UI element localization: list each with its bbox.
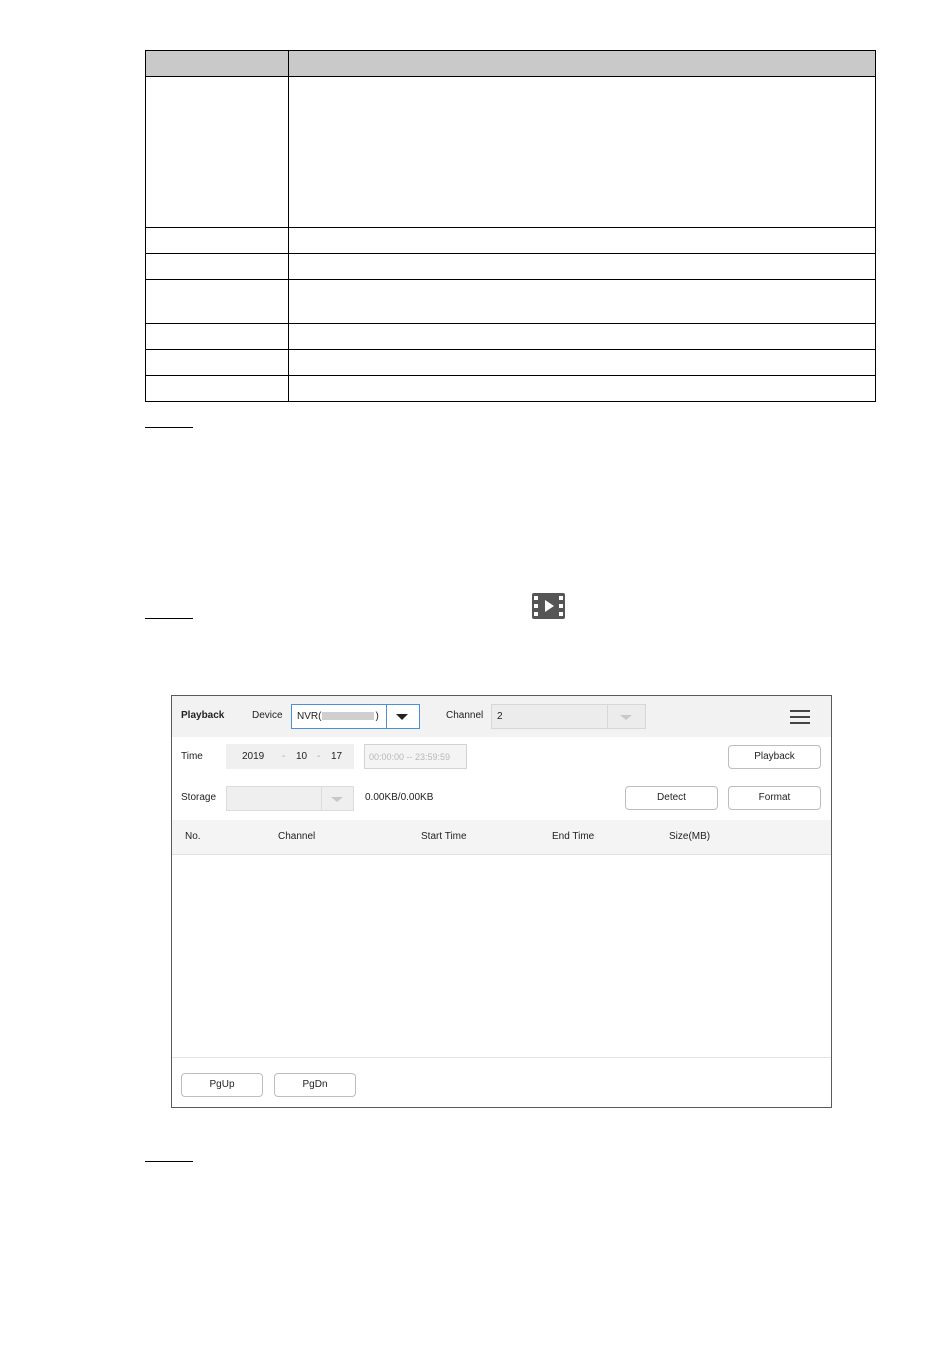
chevron-down-icon xyxy=(620,715,632,720)
date-month: 10 xyxy=(296,751,308,762)
time-label: Time xyxy=(181,751,203,762)
video-playback-icon xyxy=(532,593,565,619)
date-picker[interactable] xyxy=(226,744,354,769)
table-row xyxy=(146,376,876,402)
step-marker xyxy=(145,1161,193,1162)
column-header-end-time: End Time xyxy=(552,831,595,842)
channel-dropdown-arrow[interactable] xyxy=(607,705,645,728)
parameter-table xyxy=(145,50,876,402)
device-dropdown-arrow[interactable] xyxy=(386,705,419,728)
table-row xyxy=(146,254,876,280)
column-header-start-time: Start Time xyxy=(421,831,467,842)
storage-select[interactable] xyxy=(226,786,354,811)
channel-select[interactable] xyxy=(491,704,646,729)
column-header-no: No. xyxy=(185,831,201,842)
device-label: Device xyxy=(252,710,283,721)
device-select-value: NVR( ) xyxy=(297,711,379,722)
storage-usage: 0.00KB/0.00KB xyxy=(365,792,434,803)
channel-label: Channel xyxy=(446,710,484,721)
chevron-down-icon xyxy=(331,797,343,802)
playback-button[interactable]: Playback xyxy=(728,745,821,769)
column-header-channel: Channel xyxy=(278,831,316,842)
device-select[interactable] xyxy=(291,704,420,729)
date-separator: - xyxy=(317,751,321,762)
pgdn-button[interactable]: PgDn xyxy=(274,1073,356,1097)
date-separator: - xyxy=(282,751,286,762)
table-row xyxy=(146,280,876,324)
table-row xyxy=(146,77,876,228)
table-header-row xyxy=(146,51,876,77)
storage-label: Storage xyxy=(181,792,217,803)
device-name-redacted xyxy=(322,712,374,720)
footer-divider xyxy=(172,1057,831,1058)
record-table-header xyxy=(172,820,831,855)
format-button[interactable]: Format xyxy=(728,786,821,810)
column-header-size: Size(MB) xyxy=(669,831,711,842)
time-range-field[interactable] xyxy=(364,744,467,769)
step-marker xyxy=(145,427,193,428)
table-row xyxy=(146,350,876,376)
date-year: 2019 xyxy=(242,751,265,762)
table-row xyxy=(146,228,876,254)
record-list xyxy=(172,855,831,1057)
date-day: 17 xyxy=(331,751,343,762)
time-range-value: 00:00:00 -- 23:59:59 xyxy=(369,752,451,762)
pgup-button[interactable]: PgUp xyxy=(181,1073,263,1097)
detect-button[interactable]: Detect xyxy=(625,786,718,810)
hamburger-menu-icon[interactable] xyxy=(790,709,810,725)
table-row xyxy=(146,324,876,350)
chevron-down-icon xyxy=(396,714,408,720)
channel-select-value: 2 xyxy=(497,711,503,722)
step-marker xyxy=(145,618,193,619)
storage-dropdown-arrow[interactable] xyxy=(321,787,353,810)
playback-panel xyxy=(171,695,832,1108)
panel-title: Playback xyxy=(181,710,225,721)
